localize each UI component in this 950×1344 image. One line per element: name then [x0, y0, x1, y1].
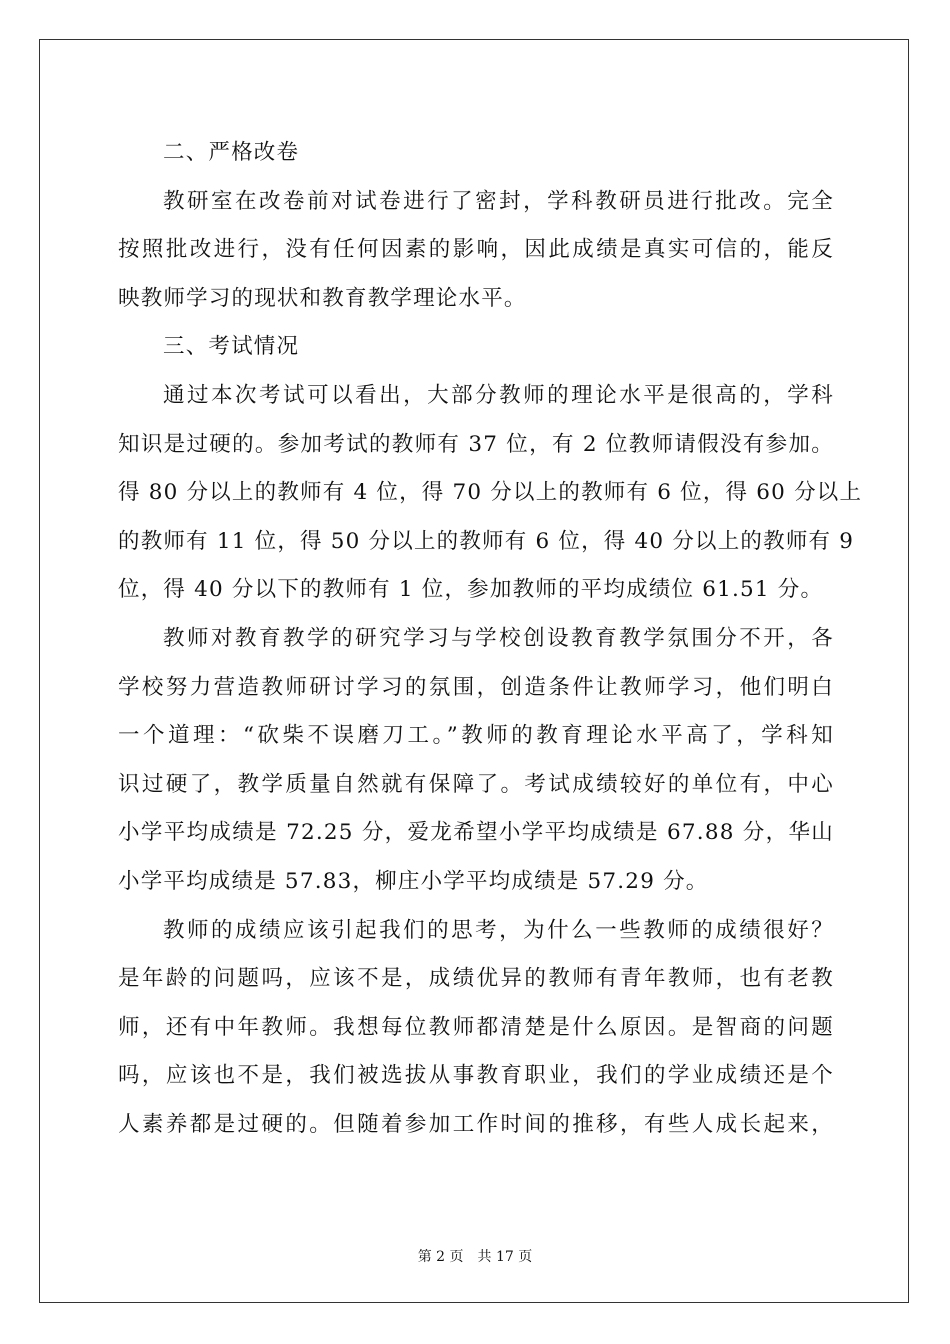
text-line: 人素养都是过硬的。但随着参加工作时间的推移，有些人成长起来，: [118, 1111, 834, 1137]
text-line: 识过硬了，教学质量自然就有保障了。考试成绩较好的单位有，中心: [118, 771, 834, 797]
document-body: [118, 129, 863, 1149]
text-line: 教师对教育教学的研究学习与学校创设教育教学氛围分不开，各: [163, 625, 834, 651]
paragraph: [118, 178, 834, 324]
text-line: 的教师有 11 位，得 50 分以上的教师有 6 位，得 40 分以上的教师有 9: [118, 528, 855, 554]
section-heading: 三、考试情况: [163, 334, 300, 360]
text-line: 得 80 分以上的教师有 4 位，得 70 分以上的教师有 6 位，得 60 分以上: [118, 480, 863, 506]
text-line: 位，得 40 分以下的教师有 1 位，参加教师的平均成绩位 61.51 分。: [118, 577, 824, 603]
paragraph: [118, 907, 834, 1150]
text-line: 是年龄的问题吗，应该不是，成绩优异的教师有青年教师，也有老教: [118, 966, 834, 992]
text-line: 按照批改进行，没有任何因素的影响，因此成绩是真实可信的，能反: [118, 237, 834, 263]
paragraph: [118, 615, 834, 907]
text-line: 师，还有中年教师。我想每位教师都清楚是什么原因。是智商的问题: [118, 1014, 834, 1040]
text-line: 知识是过硬的。参加考试的教师有 37 位，有 2 位教师请假没有参加。: [118, 431, 834, 457]
page-total: 共 17 页: [477, 1249, 533, 1265]
text-line: 学校努力营造教师研讨学习的氛围，创造条件让教师学习，他们明白: [118, 674, 834, 700]
page-footer: [0, 1246, 950, 1266]
text-line: 小学平均成绩是 57.83，柳庄小学平均成绩是 57.29 分。: [118, 868, 709, 894]
text-line: 通过本次考试可以看出，大部分教师的理论水平是很高的，学科: [163, 382, 834, 408]
page-number: 第 2 页: [417, 1249, 464, 1265]
paragraph: [118, 372, 863, 615]
section-heading: 二、严格改卷: [163, 140, 300, 165]
text-line: 教师的成绩应该引起我们的思考，为什么一些教师的成绩很好？: [163, 917, 834, 943]
text-line: 一个道理：“砍柴不误磨刀工。”教师的教育理论水平高了，学科知: [118, 723, 834, 749]
text-line: 教研室在改卷前对试卷进行了密封，学科教研员进行批改。完全: [163, 188, 834, 214]
text-line: 吗，应该也不是，我们被选拔从事教育职业，我们的学业成绩还是个: [118, 1063, 834, 1089]
text-line: 小学平均成绩是 72.25 分，爱龙希望小学平均成绩是 67.88 分，华山: [118, 820, 834, 846]
text-line: 映教师学习的现状和教育教学理论水平。: [118, 285, 527, 311]
